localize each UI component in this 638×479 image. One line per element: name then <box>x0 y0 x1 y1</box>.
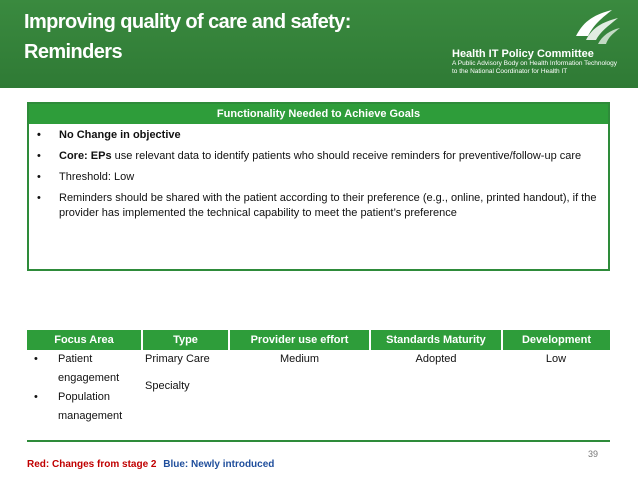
hhs-eagle-logo-icon <box>572 6 622 46</box>
goal-item-text: Reminders should be shared with the patient according to their preference (e.g., online, printed handout), if the provider has implemented the technical capability to meet the patient’s preference <box>59 192 597 219</box>
focus-area-item <box>31 388 142 426</box>
page-title <box>24 7 351 67</box>
org-subtitle-2: to the National Coordinator for Health IT <box>452 68 568 75</box>
bullet-icon: • <box>37 150 41 162</box>
goal-item-text: use relevant data to identify patients who should receive reminders for preventive/follow-up care <box>111 150 582 162</box>
goal-item-text: No Change in objective <box>59 129 181 141</box>
bullet-icon: • <box>37 129 41 141</box>
org-subtitle-1: A Public Advisory Body on Health Information Technology <box>452 60 618 67</box>
org-name: Health IT Policy Committee <box>452 48 594 60</box>
focus-area-label: Patient engagement <box>58 353 120 384</box>
table-header-row <box>27 330 610 350</box>
bullet-icon: • <box>37 171 41 183</box>
provider-effort-cell: Medium <box>229 350 370 441</box>
goal-item <box>37 128 598 143</box>
bullet-icon: • <box>34 391 38 403</box>
development-cell: Low <box>502 350 610 441</box>
focus-area-cell <box>27 350 142 441</box>
goals-box <box>27 102 610 271</box>
focus-table <box>27 330 610 442</box>
header-band <box>0 0 638 88</box>
goal-item <box>37 170 598 185</box>
goal-item <box>37 149 598 164</box>
focus-area-label: Population management <box>58 391 123 422</box>
goal-item-text: Threshold: Low <box>59 171 135 183</box>
goal-item <box>37 191 598 221</box>
goal-item-lead: Core: EPs <box>59 150 112 162</box>
bullet-icon: • <box>37 192 41 204</box>
goals-list <box>29 124 608 221</box>
goals-heading: Functionality Needed to Achieve Goals <box>29 104 608 124</box>
focus-area-item <box>31 350 142 388</box>
table-row <box>27 350 610 441</box>
column-header-development: Development <box>502 330 610 350</box>
page-title-line-2: Reminders <box>24 41 122 63</box>
legend-blue-label: Blue: Newly introduced <box>163 459 275 470</box>
column-header-focus-area: Focus Area <box>27 330 142 350</box>
page-number: 39 <box>588 449 599 459</box>
column-header-standards-maturity: Standards Maturity <box>370 330 502 350</box>
type-specialty: Specialty <box>145 380 190 392</box>
column-header-provider-effort: Provider use effort <box>229 330 370 350</box>
page-title-line-1: Improving quality of care and safety: <box>24 11 351 33</box>
focus-area-list <box>27 350 142 426</box>
standards-maturity-cell: Adopted <box>370 350 502 441</box>
type-primary-care: Primary Care <box>145 353 210 365</box>
type-cell <box>142 350 229 441</box>
org-block <box>452 48 617 76</box>
legend <box>27 459 274 470</box>
bullet-icon: • <box>34 353 38 365</box>
column-header-type: Type <box>142 330 229 350</box>
legend-red-label: Red: Changes from stage 2 <box>27 459 157 470</box>
